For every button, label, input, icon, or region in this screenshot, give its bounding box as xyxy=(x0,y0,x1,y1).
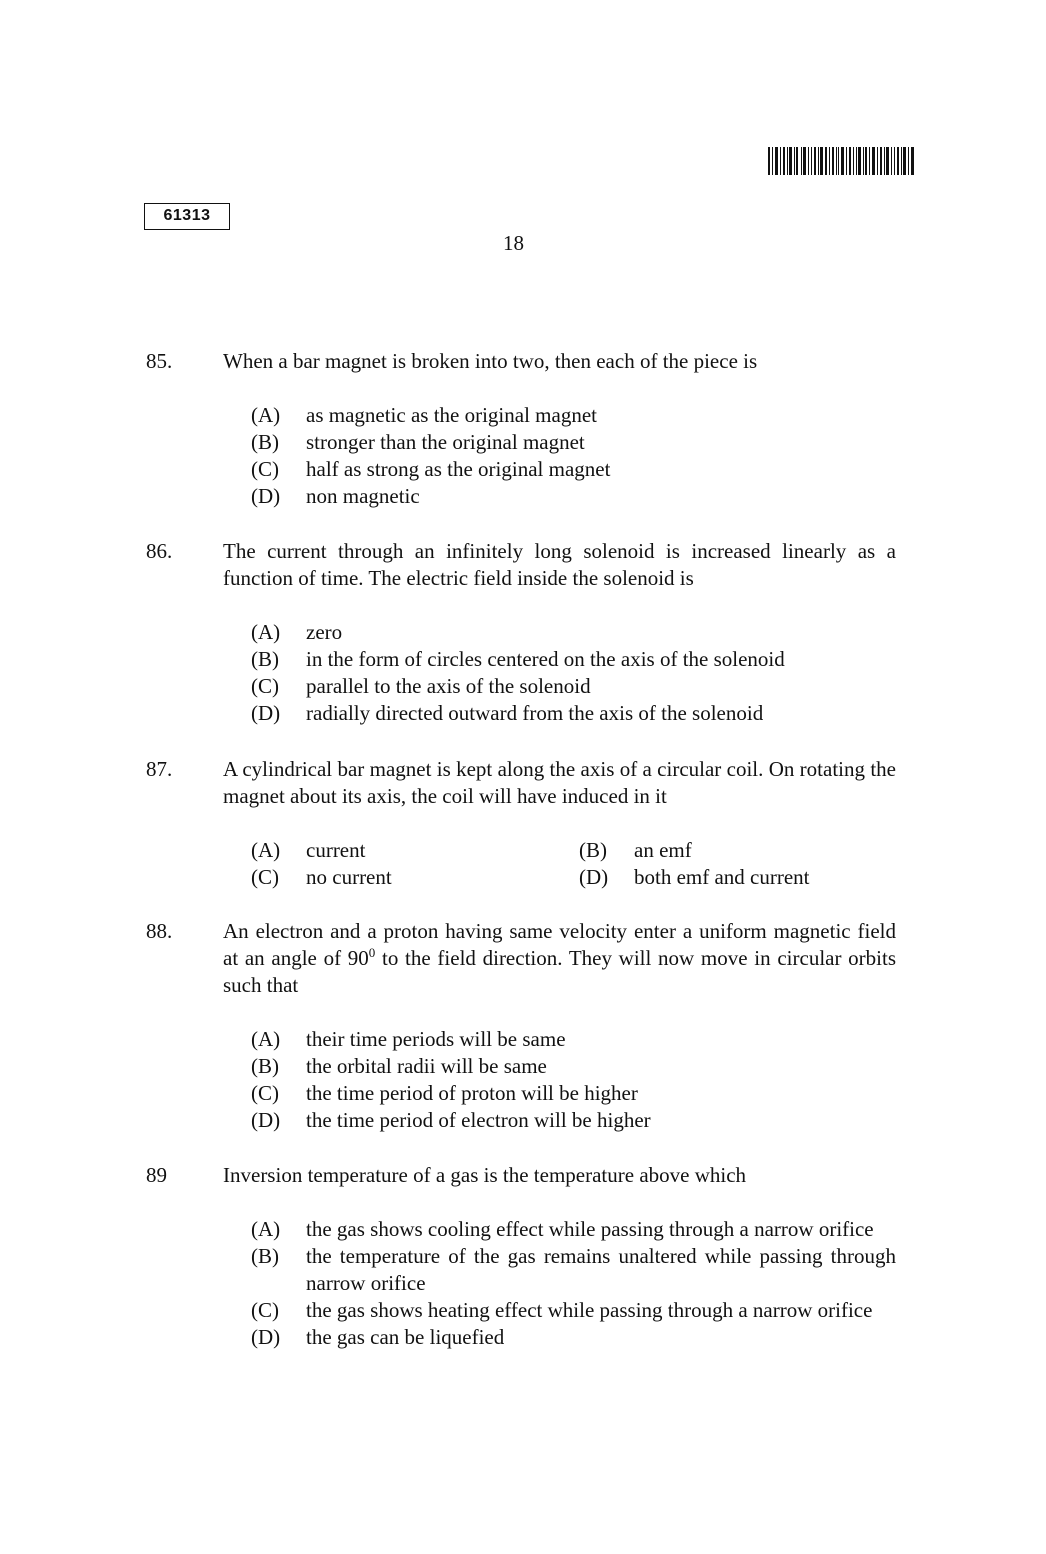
question-86 xyxy=(146,538,896,727)
option-d xyxy=(251,700,896,727)
question-number: 86. xyxy=(146,539,173,563)
option-text: non magnetic xyxy=(306,484,420,508)
option-a xyxy=(251,837,579,864)
option-text: an emf xyxy=(634,838,692,862)
option-b xyxy=(251,1243,896,1297)
option-letter: (B) xyxy=(251,1054,279,1078)
question-87 xyxy=(146,756,896,891)
option-c xyxy=(251,456,896,483)
option-letter: (A) xyxy=(251,403,281,427)
option-c xyxy=(251,1080,896,1107)
option-a xyxy=(251,1216,896,1243)
question-text-part: An electron and a proton having same velocity enter a uniform magnetic field at an angle of 90 xyxy=(223,919,896,970)
question-text-part: to the field direction. They will now move in circular orbits such that xyxy=(223,946,897,997)
question-number: 87. xyxy=(146,757,173,781)
option-letter: (D) xyxy=(251,1108,281,1132)
option-d xyxy=(251,1324,896,1351)
option-letter: (B) xyxy=(579,838,607,862)
options-list xyxy=(251,1216,896,1351)
option-c xyxy=(251,1297,896,1324)
option-c xyxy=(251,864,579,891)
option-text: radially directed outward from the axis of the solenoid xyxy=(306,701,764,725)
option-letter: (D) xyxy=(579,865,609,889)
options-grid xyxy=(251,837,896,891)
option-letter: (A) xyxy=(251,1027,281,1051)
option-text: their time periods will be same xyxy=(306,1027,566,1051)
question-text: When a bar magnet is broken into two, then each of the piece is xyxy=(223,349,758,373)
option-b xyxy=(579,837,896,864)
option-c xyxy=(251,673,896,700)
option-text: half as strong as the original magnet xyxy=(306,457,611,481)
option-a xyxy=(251,1026,896,1053)
options-list xyxy=(251,402,896,510)
option-letter: (A) xyxy=(251,620,281,644)
option-text: zero xyxy=(306,620,343,644)
question-text: Inversion temperature of a gas is the temperature above which xyxy=(223,1163,747,1187)
barcode-image xyxy=(768,147,914,175)
options-list xyxy=(251,1026,896,1134)
option-letter: (C) xyxy=(251,1298,279,1322)
option-d xyxy=(251,483,896,510)
option-letter: (D) xyxy=(251,1325,281,1349)
question-85 xyxy=(146,348,896,510)
option-letter: (C) xyxy=(251,457,279,481)
paper-code-box: 61313 xyxy=(144,203,230,230)
option-text: both emf and current xyxy=(634,865,810,889)
option-text: the gas can be liquefied xyxy=(306,1325,505,1349)
option-letter: (C) xyxy=(251,1081,279,1105)
option-letter: (C) xyxy=(251,674,279,698)
question-text: A cylindrical bar magnet is kept along the axis of a circular coil. On rotating the magnet about its axis, the coil will have induced in it xyxy=(223,757,896,808)
option-letter: (A) xyxy=(251,838,281,862)
question-89 xyxy=(146,1162,896,1351)
option-text: the gas shows cooling effect while passing through a narrow orifice xyxy=(306,1217,874,1241)
option-text: as magnetic as the original magnet xyxy=(306,403,597,427)
option-text: current xyxy=(306,838,366,862)
page-number: 18 xyxy=(503,231,524,255)
option-text: no current xyxy=(306,865,392,889)
option-letter: (B) xyxy=(251,430,279,454)
option-text: the gas shows heating effect while passing through a narrow orifice xyxy=(306,1298,873,1322)
option-text: parallel to the axis of the solenoid xyxy=(306,674,591,698)
option-letter: (A) xyxy=(251,1217,281,1241)
option-text: the orbital radii will be same xyxy=(306,1054,547,1078)
question-number: 85. xyxy=(146,349,173,373)
question-88 xyxy=(146,918,896,1134)
option-text: the time period of proton will be higher xyxy=(306,1081,638,1105)
option-d xyxy=(251,1107,896,1134)
option-a xyxy=(251,402,896,429)
option-d xyxy=(579,864,896,891)
option-b xyxy=(251,429,896,456)
option-a xyxy=(251,619,896,646)
option-letter: (D) xyxy=(251,701,281,725)
option-text: the temperature of the gas remains unaltered while passing through narrow orifice xyxy=(306,1244,896,1295)
question-text: The current through an infinitely long solenoid is increased linearly as a function of time. The electric field inside the solenoid is xyxy=(223,539,896,590)
option-b xyxy=(251,1053,896,1080)
option-text: in the form of circles centered on the axis of the solenoid xyxy=(306,647,785,671)
options-list xyxy=(251,619,896,727)
option-text: the time period of electron will be higher xyxy=(306,1108,651,1132)
question-number: 88. xyxy=(146,919,173,943)
option-letter: (B) xyxy=(251,647,279,671)
degree-superscript: 0 xyxy=(368,945,376,960)
option-text: stronger than the original magnet xyxy=(306,430,585,454)
option-letter: (D) xyxy=(251,484,281,508)
option-letter: (C) xyxy=(251,865,279,889)
option-b xyxy=(251,646,896,673)
question-number: 89 xyxy=(146,1163,167,1187)
question-text xyxy=(223,918,896,999)
option-letter: (B) xyxy=(251,1244,279,1268)
